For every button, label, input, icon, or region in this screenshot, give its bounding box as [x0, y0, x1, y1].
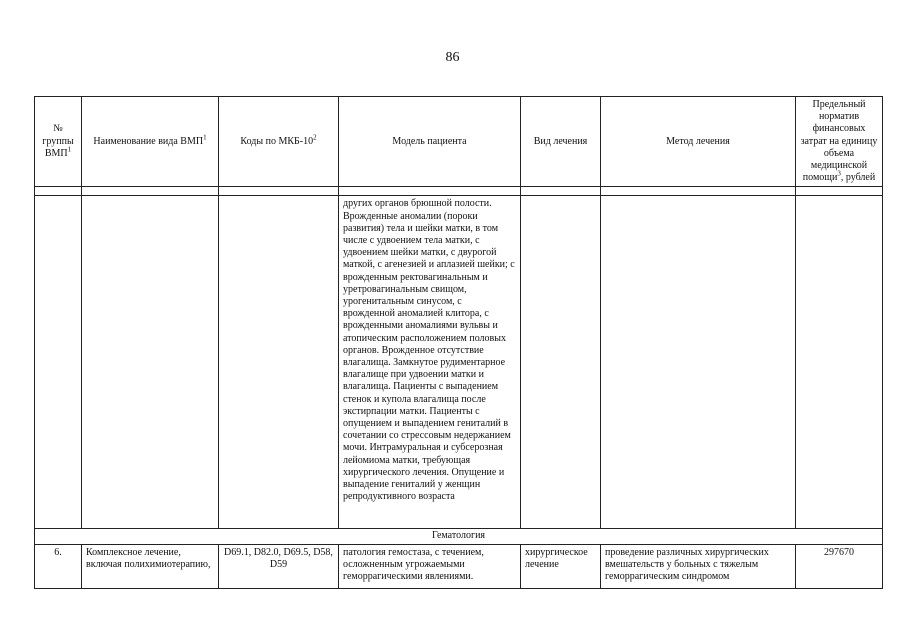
header-vmp-name: Наименование вида ВМП$^1$: [82, 97, 219, 187]
row-group-no: 6.: [35, 544, 82, 588]
header-icd-codes: Коды по МКБ-$10^2$: [219, 97, 339, 187]
table-header-row: [35, 97, 883, 187]
page-number: 86: [445, 50, 460, 65]
header-group-no: № группы ВМП$^1$: [35, 97, 82, 187]
section-title: Гематология: [35, 529, 883, 544]
row-patient-model: патология гемостаза, с течением, осложненным угрожаемыми геморрагическими явлениями.: [339, 544, 521, 588]
row-icd-codes: D69.1, D82.0, D69.5, D58, D59: [219, 544, 339, 588]
patient-model-continuation: других органов брюшной полости. Врожденные аномалии (пороки развития) тела и шейки матки, в том числе с удвоением тела матки, с удвоением шейки матки, с двурогой маткой, с агенезией и аплазией шейки; с врожденным ректовагинальным и уретровагинальным свищом, урогенитальным синусом, с врожденной аномалией клитора, с врожденными аномалиями вульвы и атопическим расположением половых органов. Врожденное отсутствие влагалища. Замкнутое рудиментарное влагалище при удвоении матки и влагалища. Пациенты с выпадением стенок и купола влагалища после экстирпации матки. Пациенты с опущением и выпадением гениталий в сочетании со стрессовым недержанием мочи. Интрамуральная и субсерозная лейомиома матки, требующая хирургического лечения. Опущение и выпадение гениталий у женщин репродуктивного возраста: [339, 196, 521, 529]
vmp-table: [34, 96, 883, 589]
column-number-row: [35, 187, 883, 196]
header-patient-model: Модель пациента: [339, 97, 521, 187]
section-row: [35, 529, 883, 544]
row-vmp-name: Комплексное лечение, включая полихимиотерапию,: [82, 544, 219, 588]
header-cost-norm: Предельный норматив финансовых затрат на единицу объема медицинской помощи$^3$, рублей: [796, 97, 883, 187]
row-cost-norm: 297670: [796, 544, 883, 588]
header-treatment-type: Вид лечения: [521, 97, 601, 187]
table-row: [35, 196, 883, 529]
header-treatment-method: Метод лечения: [601, 97, 796, 187]
row-treatment-method: проведение различных хирургических вмешательств у больных с тяжелым геморрагическим синдромом: [601, 544, 796, 588]
table-row: [35, 544, 883, 588]
row-treatment-type: хирургическое лечение: [521, 544, 601, 588]
